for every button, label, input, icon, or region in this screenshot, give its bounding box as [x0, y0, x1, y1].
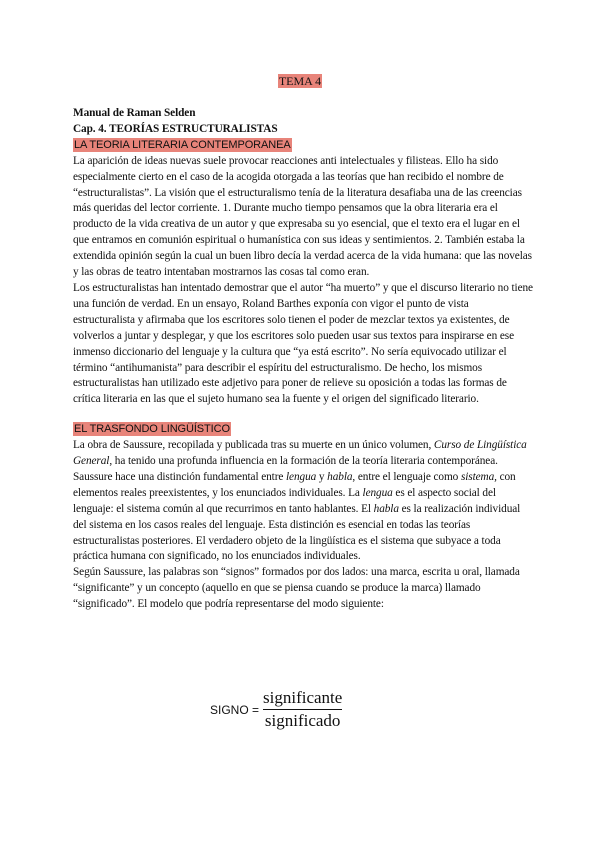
- section-heading-2: EL TRASFONDO LINGÜÍSTICO: [74, 423, 230, 436]
- section1-paragraph-2: Los estructuralistas han intentado demostrar que el autor “ha muerto” y que el discurso literario no tiene una función de verdad. En un ensayo, Roland Barthes exponía con vigor el punto de vista estructuralista y afirmaba que los escritores solo tienen el poder de mezclar textos ya existentes, de volverlos a juntar y desplegar, y que los escritores solo pueden usar sus textos para inspirarse en ese inmenso diccionario del lenguaje y la cultura que “ya está escrito”. No sería equivocado utilizar el término “antihumanista” para describir el espíritu del estructuralismo. De hecho, los mismos estructuralistas han utilizado este adjetivo para poner de relieve su oposición a todas las formas de crítica literaria en las que el sujeto humano sea la fuente y el origen del significado literario.: [73, 281, 533, 406]
- section2-paragraph-2: Según Saussure, las palabras son “signos” formados por dos lados: una marca, escrita u oral, llamada “significante” y un concepto (aquello en que se piensa cuando se produce la marca) llamado “significado”. El modelo que podría representarse del modo siguiente:: [73, 566, 520, 611]
- page-title: TEMA 4: [278, 74, 322, 88]
- section-heading-1: LA TEORIA LITERARIA CONTEMPORANEA: [74, 138, 291, 151]
- title-line: [0, 72, 600, 90]
- formula-lhs: SIGNO =: [210, 702, 260, 717]
- section1-paragraph-1: La aparición de ideas nuevas suele provocar reacciones anti intelectuales y filisteas. Ello ha sido especialmente cierto en el caso de la acogida otorgada a las teorías que han recibido el nombre de “estructuralistas”. La visión que el estructuralismo tenía de la literatura desafiaba una de las creencias más queridas del lector corriente. 1. Durante mucho tiempo pensamos que la obra literaria era el producto de la vida creativa de un autor y que expresaba su yo esencial, que el texto era el lugar en el que entramos en comunión espiritual o humanística con sus ideas y sentimientos. 2. También estaba la extendida opinión según la cual un buen libro decía la verdad acerca de la vida humana: que las novelas y las obras de teatro intentaban mostrarnos las cosas tal como eran.: [73, 154, 532, 279]
- term-habla: habla: [327, 470, 353, 483]
- formula-fraction: [263, 688, 342, 731]
- formula-numerator: significante: [263, 688, 343, 707]
- section2-paragraph-1: La obra de Saussure, recopilada y publicada tras su muerte en un único volumen, Curso de Lingüística General, ha tenido una profunda influencia en la formación de la teoría literaria contemporánea. Saussure hace una distinción fundamental entre lengua y habla, entre el lenguaje como sistema, con elementos reales preexistentes, y los enunciados individuales. La lengua es el aspecto social del lenguaje: el sistema común al que recurrimos en tanto hablantes. El habla es la realización individual del sistema en los casos reales del lenguaje. Esta distinción es esencial en todas las teorías estructuralistas posteriores. El verdadero objeto de la lingüística es el sistema que subyace a toda práctica humana con significado, no los enunciados individuales.: [73, 439, 527, 563]
- book-chapter: Cap. 4. TEORÍAS ESTRUCTURALISTAS: [73, 122, 278, 135]
- formula-denominator: significado: [264, 711, 341, 730]
- term-lengua: lengua: [286, 470, 317, 483]
- document-body: [73, 106, 533, 613]
- term-habla-2: habla: [373, 502, 399, 515]
- fraction-bar: [263, 709, 342, 710]
- book-title-italic: Curso de Lingüística General: [73, 439, 527, 468]
- term-sistema: sistema,: [460, 470, 497, 483]
- book-manual: Manual de Raman Selden: [73, 107, 196, 119]
- sign-formula: [210, 688, 342, 731]
- term-lengua-2: lengua: [362, 486, 393, 499]
